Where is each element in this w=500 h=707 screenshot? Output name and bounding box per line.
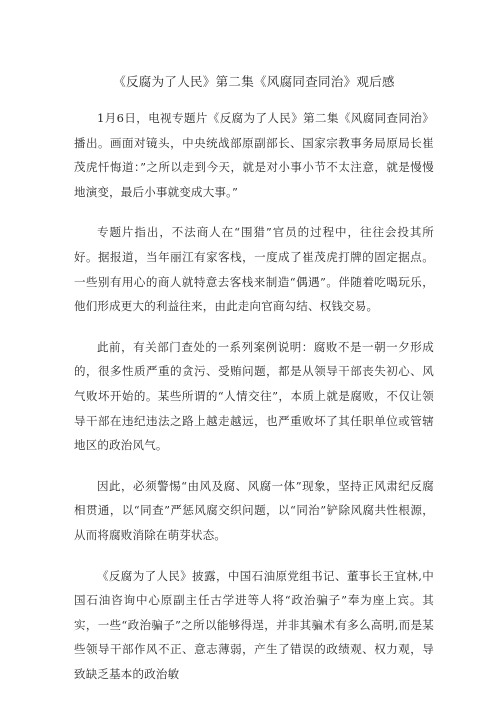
paragraph-2: 专题片指出，不法商人在“围猎”官员的过程中，往往会投其所好。据报道，当年丽江有家客栈，一度成了崔茂虎打牌的固定据点。一些别有用心的商人就特意去客栈来制造“偶遇”。伴随着吃喝玩乐，他们形成更大的利益往来，由此走向官商勾结、权钱交易。 [74,225,434,314]
paragraph-1: 1月6日，电视专题片《反腐为了人民》第二集《风腐同查同治》播出。画面对镜头，中央统战部原副部长、国家宗教事务局原局长崔茂虎忏悔道：”之所以走到今天，就是对小事小节不太注意，就是慢慢地演变，最后小事就变成大事。” [74,111,434,199]
document-title: 《反腐为了人民》第二集《风腐同查同治》观后感 [113,74,395,89]
paragraph-4: 因此，必须警惕“由风及腐、风腐一体”现象，坚持正风肃纪反腐相贯通，以“同查”严惩风腐交织问题，以“同治”铲除风腐共性根源，从而将腐败消除在萌芽状态。 [74,478,434,542]
paragraph-3: 此前，有关部门查处的一系列案例说明：腐败不是一朝一夕形成的，很多性质严重的贪污、受贿问题，都是从领导干部丧失初心、风气败坏开始的。某些所谓的“人情交往”，本质上就是腐败，不仅让领导干部在违纪违法之路上越走越远，也严重败坏了其任职单位或管辖地区的政治风气。 [74,339,434,453]
paragraph-5: 《反腐为了人民》披露，中国石油原党组书记、董事长王宜林,中国石油咨询中心原副主任古学进等人将“政治骗子”奉为座上宾。其实，一些“政治骗子”之所以能够得逞，并非其骗术有多么高明,而是某些领导干部作风不正、意志薄弱，产生了错误的政绩观、权力观，导致缺乏基本的政治敏 [74,568,434,681]
